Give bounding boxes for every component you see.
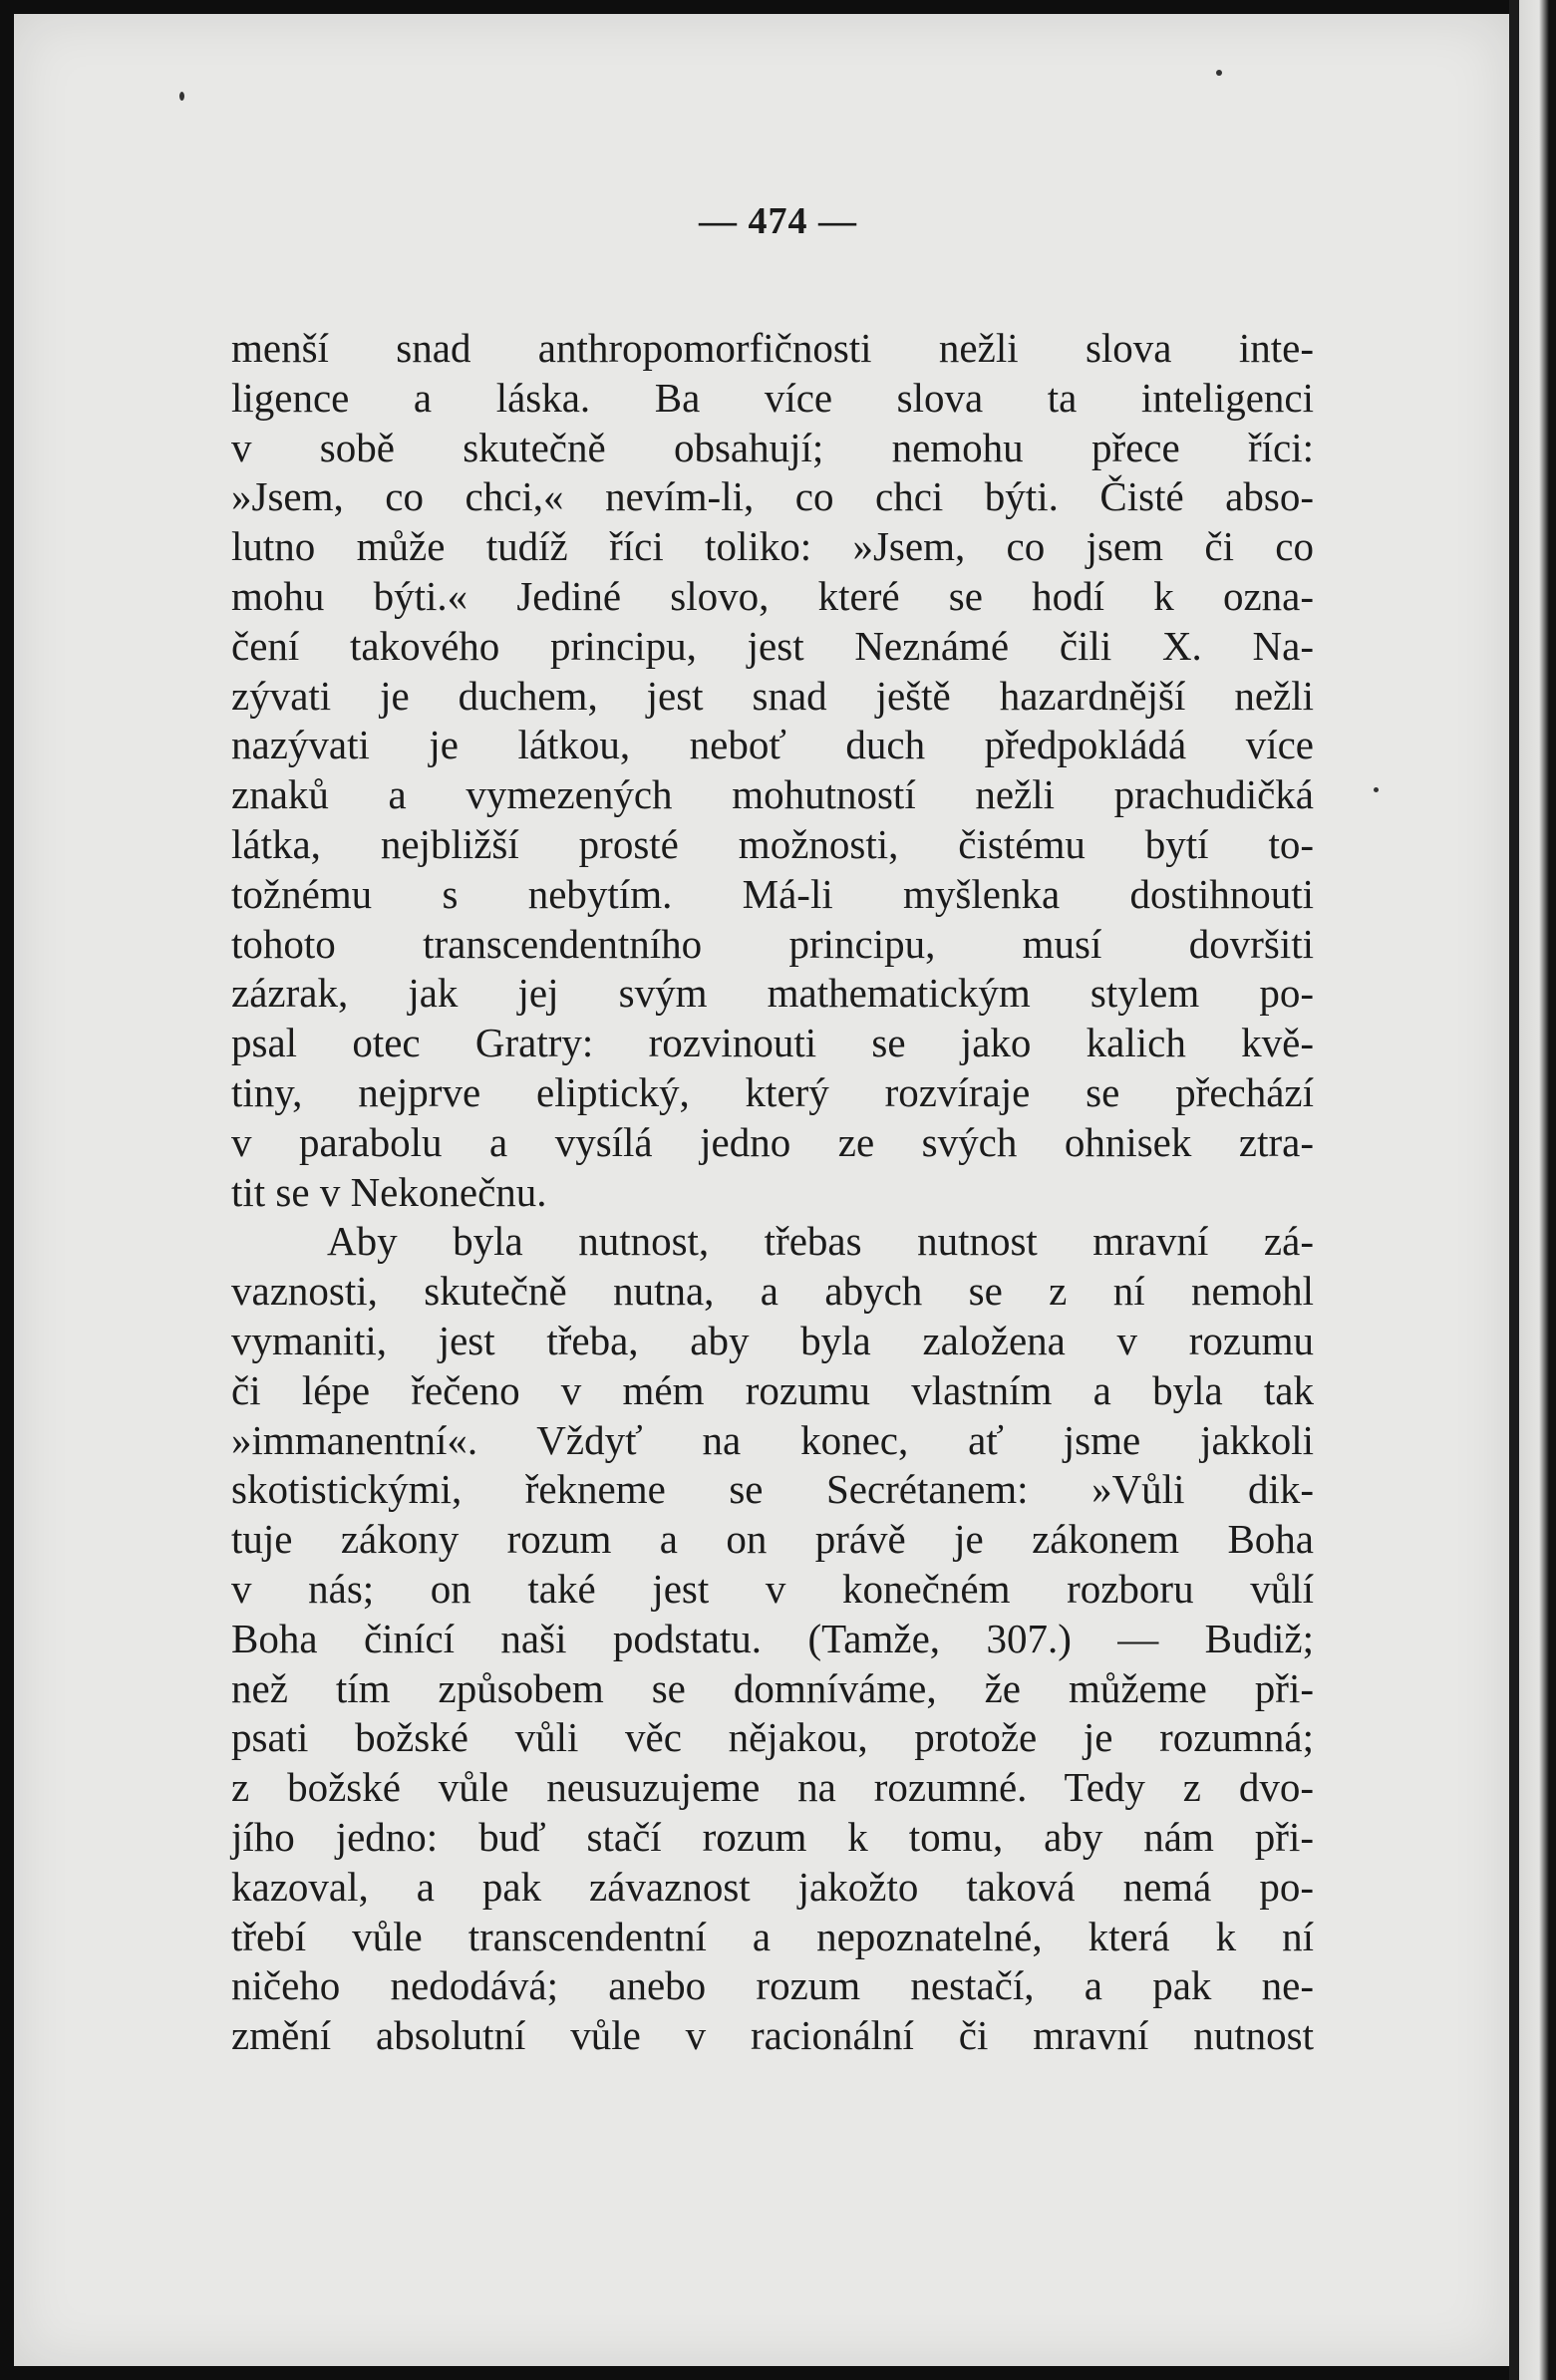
ink-speck xyxy=(1216,70,1222,76)
text-line: tuje zákony rozum a on právě je zákonem Boha xyxy=(231,1516,1314,1563)
text-line: zývati je duchem, jest snad ještě hazardnější nežli xyxy=(231,672,1314,719)
text-line: jího jedno: buď stačí rozum k tomu, aby nám při- xyxy=(231,1813,1314,1860)
text-line: tiny, nejprve eliptický, který rozvíraje se přechází xyxy=(231,1068,1314,1115)
text-line: tit se v Nekonečnu. xyxy=(231,1168,547,1215)
text-line: v nás; on také jest v konečném rozboru vůlí xyxy=(231,1565,1314,1612)
text-line: v parabolu a vysílá jedno ze svých ohnisek ztra- xyxy=(231,1118,1314,1165)
text-line: či lépe řečeno v mém rozumu vlastním a byla tak xyxy=(231,1366,1314,1413)
text-line: znaků a vymezených mohutností nežli prachudičká xyxy=(231,771,1314,818)
text-line: Boha činící naši podstatu. (Tamže, 307.) — Budiž; xyxy=(231,1615,1314,1661)
page-edge xyxy=(1509,0,1556,2380)
text-line: tožnému s nebytím. Má-li myšlenka dostihnouti xyxy=(231,870,1314,917)
body-text xyxy=(231,324,1314,2061)
text-line: menší snad anthropomorfičnosti nežli slova inte- xyxy=(231,325,1314,371)
text-line: kazoval, a pak závaznost jakožto taková nemá po- xyxy=(231,1863,1314,1910)
text-line: ligence a láska. Ba více slova ta inteligenci xyxy=(231,374,1314,421)
ink-speck xyxy=(179,92,184,101)
text-line: čení takového principu, jest Neznámé čili X. Na- xyxy=(231,622,1314,669)
text-line: psati božské vůli věc nějakou, protože je rozumná; xyxy=(231,1714,1314,1761)
text-line: ničeho nedodává; anebo rozum nestačí, a pak ne- xyxy=(231,1962,1314,2009)
text-line: tohoto transcendentního principu, musí dovršiti xyxy=(231,920,1314,967)
text-line: vaznosti, skutečně nutna, a abych se z ní nemohl xyxy=(231,1268,1314,1315)
text-line: v sobě skutečně obsahují; nemohu přece říci: xyxy=(231,424,1314,470)
text-line: zázrak, jak jej svým mathematickým stylem po- xyxy=(231,970,1314,1017)
text-line: Aby byla nutnost, třebas nutnost mravní zá- xyxy=(327,1218,1314,1265)
text-line: než tím způsobem se domníváme, že můžeme při- xyxy=(231,1664,1314,1711)
text-line: lutno může tudíž říci toliko: »Jsem, co jsem či co xyxy=(231,523,1314,570)
text-line: změní absolutní vůle v racionální či mravní nutnost xyxy=(231,2012,1314,2059)
text-line: z božské vůle neusuzujeme na rozumné. Tedy z dvo- xyxy=(231,1764,1314,1811)
text-line: třebí vůle transcendentní a nepoznatelné, která k ní xyxy=(231,1913,1314,1959)
text-line: »Jsem, co chci,« nevím-li, co chci býti. Čisté abso- xyxy=(231,473,1314,520)
text-line: nazývati je látkou, neboť duch předpokládá více xyxy=(231,722,1314,768)
text-line: »immanentní«. Vždyť na konec, ať jsme jakkoli xyxy=(231,1416,1314,1463)
ink-speck xyxy=(1374,787,1379,792)
text-line: skotistickými, řekneme se Secrétanem: »Vůli dik- xyxy=(231,1466,1314,1513)
text-line: látka, nejbližší prosté možnosti, čistému bytí to- xyxy=(231,820,1314,867)
page-number: — 474 — xyxy=(699,200,857,242)
text-line: vymaniti, jest třeba, aby byla založena v rozumu xyxy=(231,1317,1314,1363)
text-line: psal otec Gratry: rozvinouti se jako kalich kvě- xyxy=(231,1020,1314,1066)
paragraph xyxy=(231,1217,1314,2061)
paragraph xyxy=(231,324,1314,1217)
text-line: mohu býti.« Jediné slovo, které se hodí k ozna- xyxy=(231,572,1314,619)
